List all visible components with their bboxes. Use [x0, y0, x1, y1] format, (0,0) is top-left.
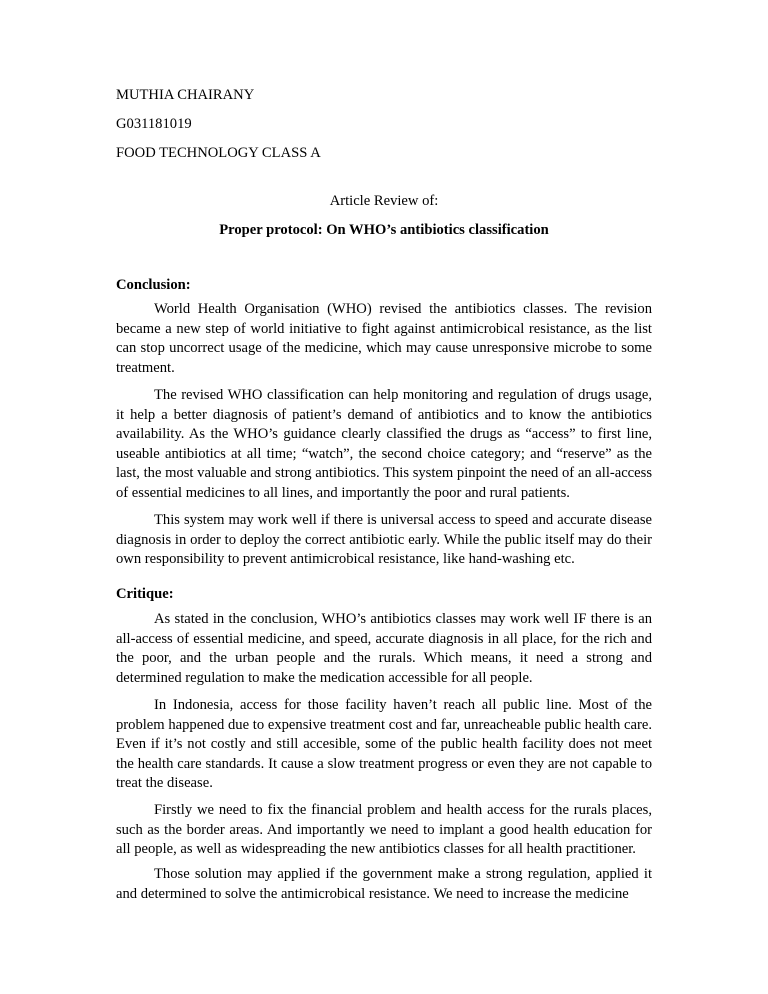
conclusion-paragraph-3: This system may work well if there is universal access to speed and accurate disease diagnosis in order to deploy the correct antibiotic early. While the public itself may do their own responsibility to prevent antimicrobical resistance, like hand-washing etc. — [116, 512, 652, 568]
critique-paragraph-4: Those solution may applied if the government make a strong regulation, applied it and determined to solve the antimicrobical resistance. We need to increase the medicine — [116, 866, 652, 902]
class-name: FOOD TECHNOLOGY CLASS A — [116, 145, 321, 161]
student-id: G031181019 — [116, 116, 192, 132]
conclusion-paragraph-2: The revised WHO classification can help monitoring and regulation of drugs usage, it help a better diagnosis of patient’s demand of antibiotics and to know the antibiotics availability. As the WHO’s guidance clearly classified the drugs as “access” to first line, useable antibiotics at all time; “watch”, the second choice category; and “reserve” as the last, the most valuable and strong antibiotics. This system pinpoint the need of an all-access of essential medicines to all lines, and importantly the poor and rural patients. — [116, 387, 652, 501]
conclusion-heading: Conclusion: — [116, 277, 191, 293]
review-label: Article Review of: — [329, 193, 439, 209]
critique-heading: Critique: — [116, 586, 174, 602]
critique-paragraph-2: In Indonesia, access for those facility haven’t reach all public line. Most of the problem happened due to expensive treatment cost and far, unreacheable public health care. Even if it’s not costly and still accesible, some of the public health facility does not meet the health care standards. It cause a slow treatment progress or even they are not capable to treat the disease. — [116, 697, 652, 792]
critique-paragraph-1: As stated in the conclusion, WHO’s antibiotics classes may work well IF there is an all-access of essential medicine, and speed, accurate diagnosis in all place, for the rich and the poor, and the urban people and the rurals. Which means, it need a strong and determined regulation to make the medication accessible for all people. — [116, 611, 652, 686]
critique-paragraph-3: Firstly we need to fix the financial problem and health access for the rurals places, such as the border areas. And importantly we need to implant a good health education for all people, as well as widespreading the new antibiotics classes for all health practitioner. — [116, 802, 652, 858]
article-title: Proper protocol: On WHO’s antibiotics classification — [219, 222, 549, 238]
conclusion-paragraph-1: World Health Organisation (WHO) revised the antibiotics classes. The revision became a new step of world initiative to fight against antimicrobical resistance, as the list can stop uncorrect usage of the medicine, which may cause unresponsive microbe to some treatment. — [116, 301, 652, 376]
author-name: MUTHIA CHAIRANY — [116, 87, 255, 103]
